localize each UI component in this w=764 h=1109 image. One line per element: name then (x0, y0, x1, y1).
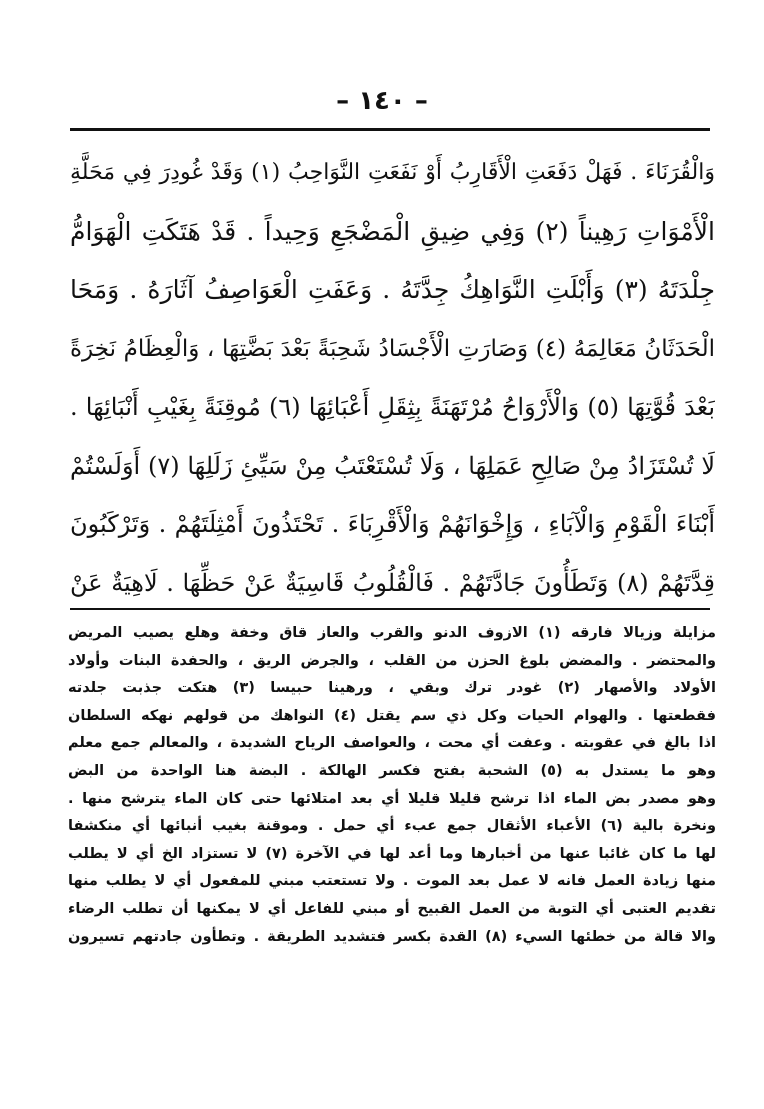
footnote-line: اذا بالغ في عقوبته . وعفت أي محت ، والعواصف الرياح الشديدة ، والمعالم جمع معلم (68, 735, 716, 752)
footnote-line: ونخرة بالية (٦) الأعباء الأثقال جمع عبء أي حمل . وموقنة بغيب أنبائها أي منكشفا (68, 818, 716, 835)
page-number: – ١٤٠ – (336, 86, 428, 116)
footnote-line: فقطعتها . والهوام الحيات وكل ذي سم يقتل (٤) النواهك من قولهم نهكه السلطان (68, 707, 716, 724)
main-text-line: بَعْدَ قُوَّتِهَا (٥) وَالْأَرْوَاحُ مُرْتَهَنَةً بِثِقَلِ أَعْبَائِهَا (٦) مُوقِنَةً بِغَيْبِ أَنْبَائِهَا . (70, 393, 715, 421)
main-text (70, 144, 715, 612)
footnote-line: والمحتضر . والمضض بلوغ الحزن من القلب ، والجرض الريق ، والحفدة البنات وأولاد (68, 652, 716, 669)
footnote-line: الأولاد والأصهار (٢) غودر ترك وبقي ، ورهينا حبيسا (٣) هتكت جذبت جلدته (68, 680, 716, 697)
footnote-line: تقديم العتبى أي التوبة من العمل القبيح أو مبني للفاعل أي لا يمكنها أن تطلب الرضاء (68, 900, 716, 917)
footnote-line: مزايلة وزيالا فارقه (١) الازوف الدنو والقرب والعاز قاق وخفة وهلع يصيب المريض (68, 625, 716, 641)
header-rule (70, 128, 710, 131)
footnote-line: منها زيادة العمل فانه لا عمل بعد الموت . ولا تستعتب مبني للمفعول أي لا يطلب منها (68, 873, 716, 890)
main-text-line: أَبْنَاءَ الْقَوْمِ وَالْآبَاءِ ، وَإِخْوَانَهُمْ وَالْأَقْرِبَاءَ . تَحْتَذُونَ أَمْثِلَتَهُمْ . وَتَرْكَبُونَ (70, 510, 715, 538)
footnote-line: لها ما كان غائبا عنها من أخبارها وما أعد لها في الآخرة (٧) لا تستزاد الخ أي لا يطلب (68, 845, 716, 862)
main-text-line: قِدَّتَهُمْ (٨) وَتَطَأُونَ جَادَّتَهُمْ . فَالْقُلُوبُ قَاسِيَةٌ عَنْ حَظِّهَا . لَاهِيَةٌ عَنْ (70, 568, 715, 597)
footnote-line: والا قالة من خطئها السيء (٨) القدة بكسر فتشديد الطريقة . وتطأون جادتهم تسيرون (68, 928, 716, 945)
footnote-line: وهو ما يستدل به (٥) الشحبة بفتح فكسر الهالكة . البضة هنا الواحدة من البض (68, 762, 716, 779)
main-text-line: لَا تُسْتَزَادُ مِنْ صَالِحِ عَمَلِهَا ، وَلَا تُسْتَعْتَبُ مِنْ سَيِّئِ زَلَلِهَا (٧) أَوَلَسْتُمْ (70, 451, 715, 480)
main-text-line: الْأَمْوَاتِ رَهِيناً (٢) وَفِي ضِيقِ الْمَضْجَعِ وَحِيداً . قَدْ هَتَكَتِ الْهَوَامُّ (70, 216, 715, 246)
footnotes (68, 620, 716, 951)
main-text-line: الْحَدَثَانُ مَعَالِمَهُ (٤) وَصَارَتِ الْأَجْسَادُ شَحِبَةً بَعْدَ بَضَّتِهَا ، وَالْعِظَامُ نَخِرَةً (70, 335, 715, 362)
footnote-separator (70, 608, 710, 610)
footnote-line: وهو مصدر بض الماء اذا ترشح قليلا قليلا أي بعد امتلائها حتى كان الماء يترشح منها . (68, 790, 716, 807)
main-text-line: وَالْقُرَنَاءَ . فَهَلْ دَفَعَتِ الْأَقَارِبُ أَوْ نَفَعَتِ النَّوَاحِبُ (١) وَقَدْ غُودِرَ فِي مَحَلَّةِ (70, 160, 715, 185)
main-text-line: جِلْدَتَهُ (٣) وَأَبْلَتِ النَّوَاهِكُ جِدَّتَهُ . وَعَفَتِ الْعَوَاصِفُ آثَارَهُ . وَمَحَا (70, 275, 715, 304)
